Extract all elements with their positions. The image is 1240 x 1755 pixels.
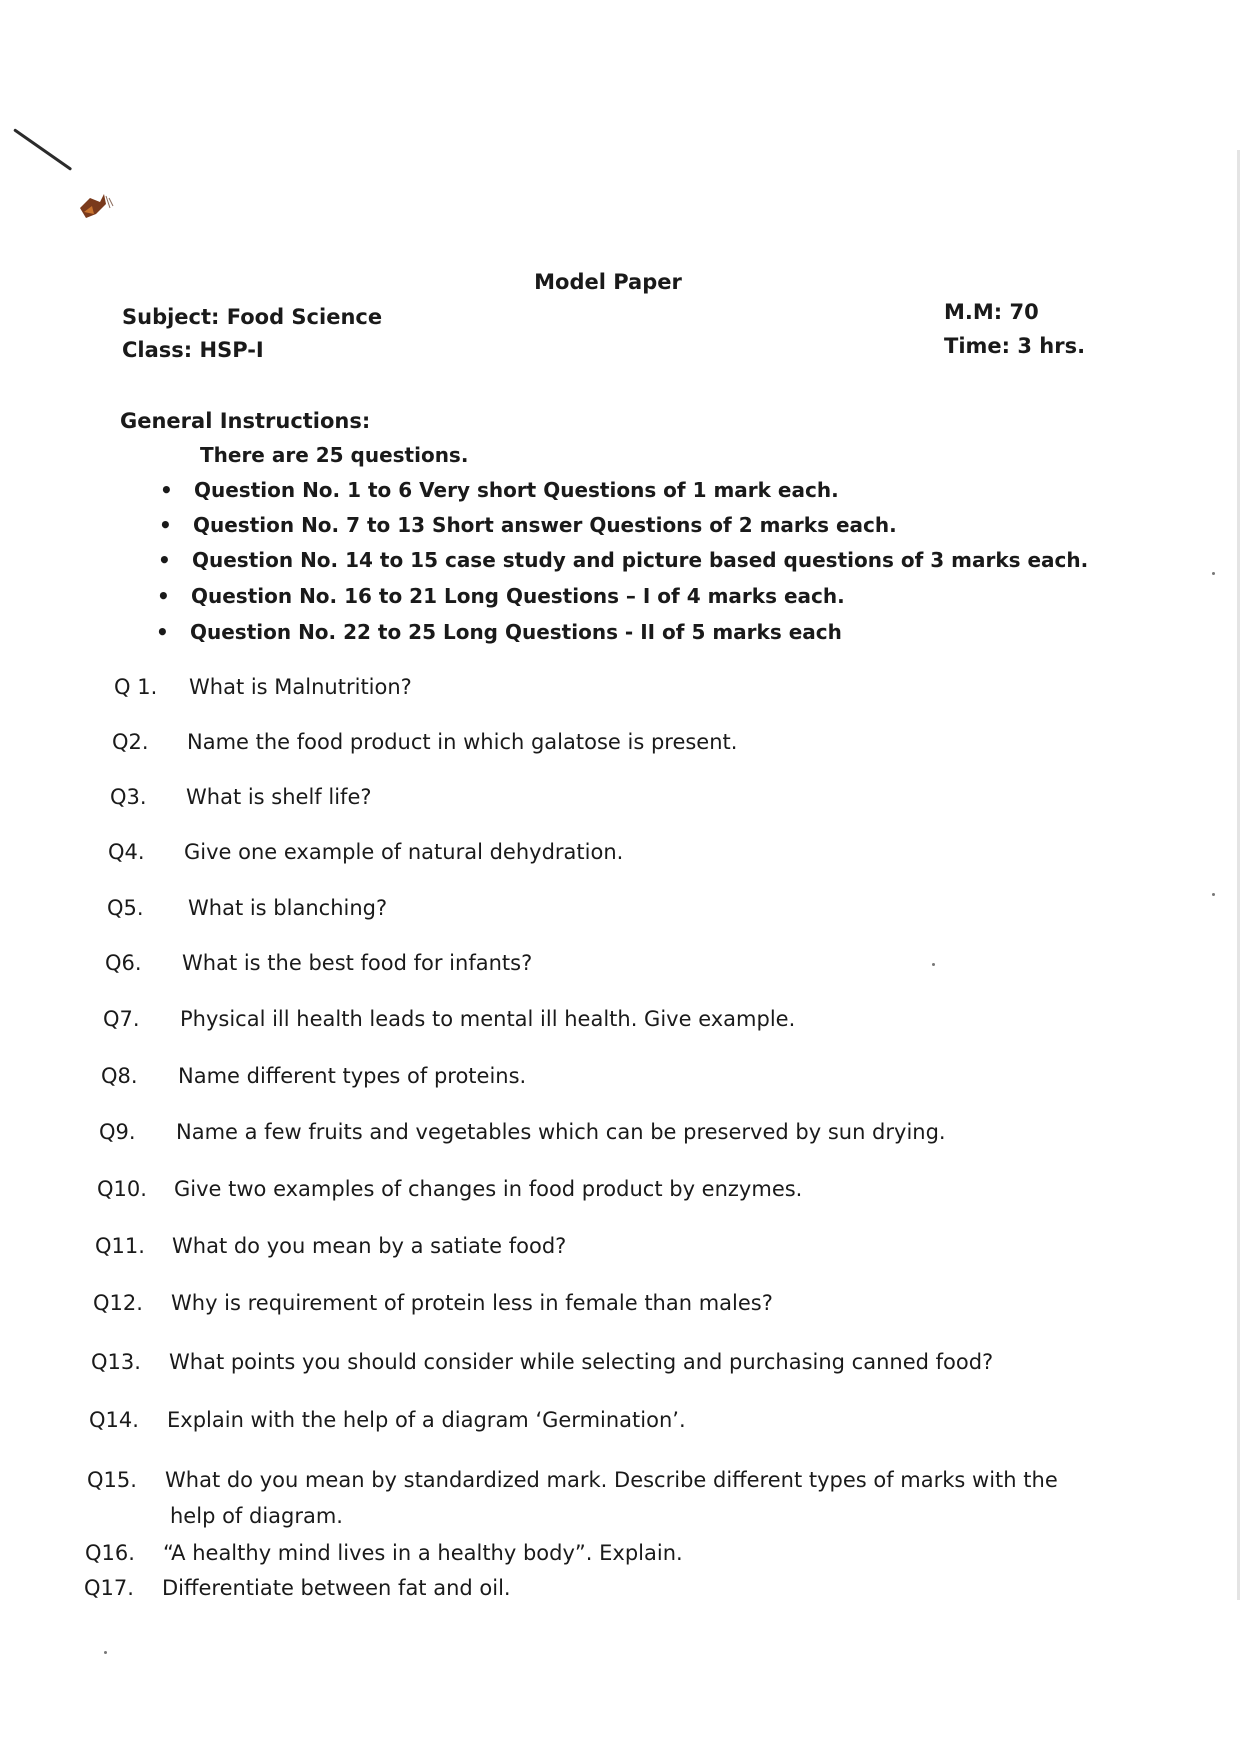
question-text: What do you mean by standardized mark. Describe different types of marks with the <box>165 1468 1058 1492</box>
question-number: Q17. <box>84 1576 134 1600</box>
question-text: What is blanching? <box>188 896 388 920</box>
bullet-icon: • <box>157 584 170 608</box>
ink-stain-mark <box>76 188 116 224</box>
instructions-intro: There are 25 questions. <box>200 443 469 467</box>
question-number: Q4. <box>108 840 145 864</box>
question-number: Q13. <box>91 1350 141 1374</box>
question-number: Q9. <box>99 1120 136 1144</box>
scan-speck <box>932 963 935 966</box>
question-text: What is shelf life? <box>186 785 372 809</box>
question-number: Q 1. <box>114 675 158 699</box>
subject-line: Subject: Food Science <box>122 305 383 329</box>
question-text: Differentiate between fat and oil. <box>162 1576 511 1600</box>
question-text: Explain with the help of a diagram ‘Germination’. <box>167 1408 686 1432</box>
bullet-icon: • <box>160 478 173 502</box>
pen-stroke-mark <box>13 128 72 171</box>
class-line: Class: HSP-I <box>122 338 264 362</box>
question-text: What is Malnutrition? <box>189 675 412 699</box>
instruction-item: • Question No. 1 to 6 Very short Questions of 1 mark each. <box>160 478 839 502</box>
question-text-continuation: help of diagram. <box>170 1504 343 1528</box>
question-number: Q14. <box>89 1408 139 1432</box>
question-text: What is the best food for infants? <box>182 951 533 975</box>
bullet-icon: • <box>159 513 172 537</box>
instruction-item: • Question No. 16 to 21 Long Questions – I of 4 marks each. <box>157 584 845 608</box>
scan-speck <box>1212 893 1215 896</box>
question-text: Name a few fruits and vegetables which can be preserved by sun drying. <box>176 1120 946 1144</box>
question-number: Q10. <box>97 1177 147 1201</box>
instructions-heading: General Instructions: <box>120 409 371 433</box>
question-text: Give one example of natural dehydration. <box>184 840 624 864</box>
question-text: Name different types of proteins. <box>178 1064 527 1088</box>
paper-title: Model Paper <box>534 270 682 294</box>
question-text: Why is requirement of protein less in female than males? <box>171 1291 773 1315</box>
question-number: Q2. <box>112 730 149 754</box>
question-number: Q8. <box>101 1064 138 1088</box>
bullet-icon: • <box>158 548 171 572</box>
question-number: Q6. <box>105 951 142 975</box>
instruction-item: • Question No. 7 to 13 Short answer Questions of 2 marks each. <box>159 513 897 537</box>
question-number: Q15. <box>87 1468 137 1492</box>
question-text: What do you mean by a satiate food? <box>172 1234 567 1258</box>
question-text: Give two examples of changes in food product by enzymes. <box>174 1177 803 1201</box>
scan-speck <box>104 1651 107 1654</box>
question-number: Q3. <box>110 785 147 809</box>
time-allowed: Time: 3 hrs. <box>944 334 1086 358</box>
question-number: Q12. <box>93 1291 143 1315</box>
question-text: Physical ill health leads to mental ill health. Give example. <box>180 1007 796 1031</box>
question-number: Q16. <box>85 1541 135 1565</box>
question-text: “A healthy mind lives in a healthy body”. Explain. <box>163 1541 683 1565</box>
instruction-item: • Question No. 14 to 15 case study and picture based questions of 3 marks each. <box>158 548 1089 572</box>
question-number: Q11. <box>95 1234 145 1258</box>
bullet-icon: • <box>156 620 169 644</box>
question-text: What points you should consider while selecting and purchasing canned food? <box>169 1350 994 1374</box>
question-number: Q7. <box>103 1007 140 1031</box>
instruction-item: • Question No. 22 to 25 Long Questions - II of 5 marks each <box>156 620 842 644</box>
scan-speck <box>1212 572 1215 575</box>
question-number: Q5. <box>107 896 144 920</box>
max-marks: M.M: 70 <box>944 300 1039 324</box>
question-text: Name the food product in which galatose is present. <box>187 730 738 754</box>
